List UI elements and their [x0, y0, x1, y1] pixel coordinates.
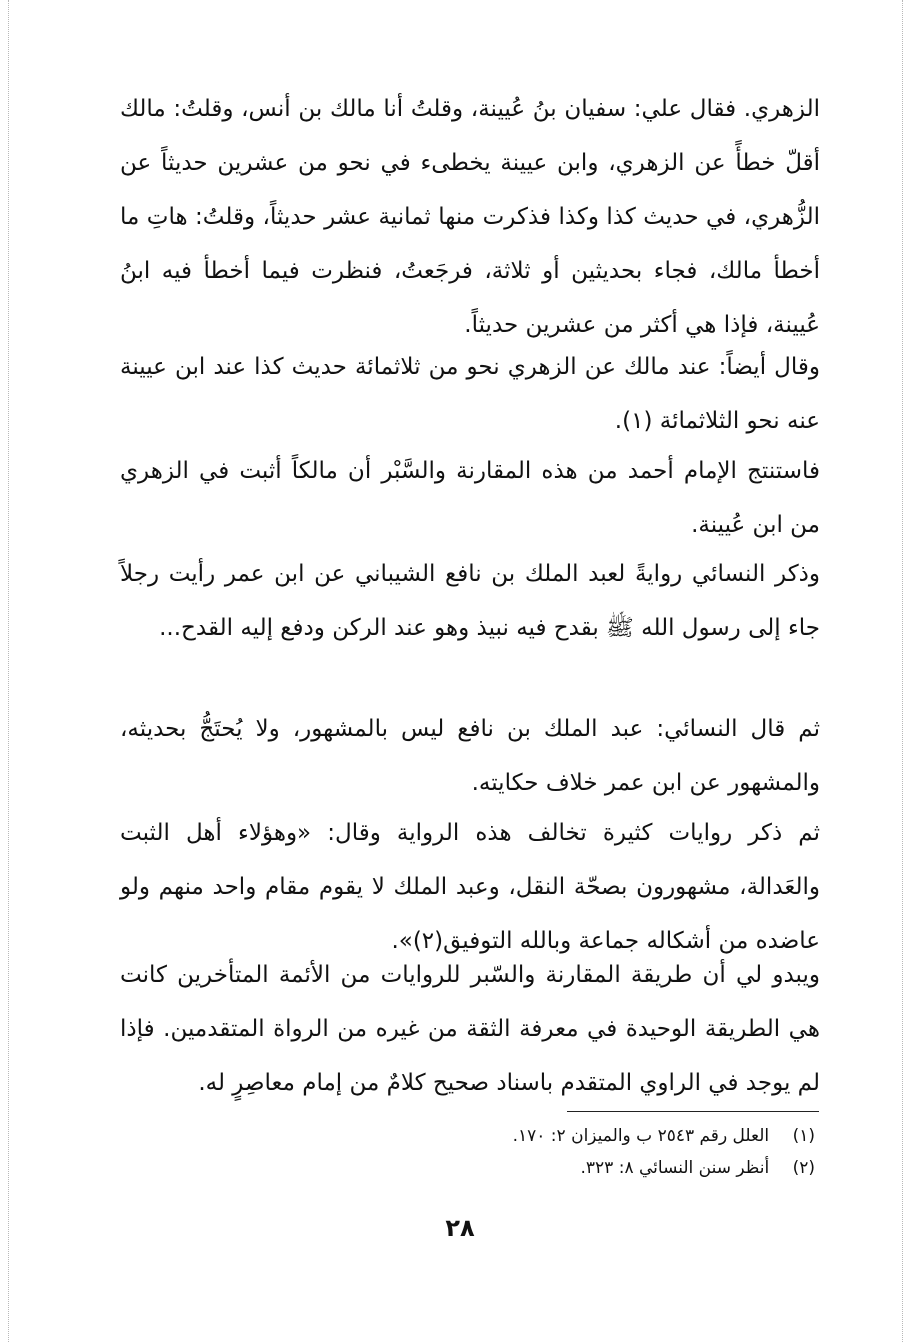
page-number: ٢٨ [445, 1214, 475, 1242]
paragraph-3-block [120, 444, 820, 552]
paragraph-6-block [120, 806, 820, 968]
paragraph-5: ثم قال النسائي: عبد الملك بن نافع ليس بالمشهور، ولا يُحتَجُّ بحديثه، والمشهور عن ابن عمر خلاف حكايته. [120, 716, 820, 796]
scan-edge-left [8, 0, 9, 1342]
paragraph-4: وذكر النسائي روايةً لعبد الملك بن نافع الشيباني عن ابن عمر رأيت رجلاً جاء إلى رسول الله ﷺ بقدح فيه نبيذ وهو عند الركن ودفع إليه القدح... [120, 561, 820, 641]
paragraph-6: ثم ذكر روايات كثيرة تخالف هذه الرواية وقال: «وهؤلاء أهل الثبت والعَدالة، مشهورون بصحّة النقل، وعبد الملك لا يقوم مقام واحد منهم ولو عاضده من أشكاله جماعة وبالله التوفيق(٢)». [120, 820, 820, 954]
paragraph-2-block [120, 340, 820, 448]
paragraph-7-block [120, 948, 820, 1110]
footnote-1-number: (١) [792, 1126, 815, 1146]
paragraph-4-block [120, 547, 820, 655]
footnote-2-text: أنظر سنن النسائي ٨: ٣٢٣. [580, 1158, 770, 1178]
paragraph-3: فاستنتج الإمام أحمد من هذه المقارنة والسَّبْر أن مالكاً أثبت في الزهري من ابن عُيينة. [120, 458, 820, 538]
footnote-separator [567, 1111, 819, 1112]
paragraph-1-block [120, 82, 820, 352]
paragraph-5-block [120, 702, 820, 810]
paragraph-2: وقال أيضاً: عند مالك عن الزهري نحو من ثلاثمائة حديث كذا عند ابن عيينة عنه نحو الثلاثمائة (١). [120, 354, 820, 434]
footnotes [300, 1120, 815, 1184]
footnote-2-number: (٢) [792, 1158, 815, 1178]
paragraph-7: ويبدو لي أن طريقة المقارنة والسّبر للروايات من الأئمة المتأخرين كانت هي الطريقة الوحيدة في معرفة الثقة من غيره من الرواة المتقدمين. فإذا لم يوجد في الراوي المتقدم باسناد صحيح كلامٌ من إمام معاصِرٍ له. [120, 962, 820, 1096]
footnote-2 [300, 1152, 815, 1184]
footnote-1-text: العلل رقم ٢٥٤٣ ب والميزان ٢: ١٧٠. [512, 1126, 770, 1146]
footnote-1 [300, 1120, 815, 1152]
paragraph-1: الزهري. فقال علي: سفيان بنُ عُيينة، وقلتُ أنا مالك بن أنس، وقلتُ: مالك أقلّ خطأً عن الزهري، وابن عيينة يخطىء في نحو من عشرين حديثاً عن الزُّهري، في حديث كذا وكذا فذكرت منها ثمانية عشر حديثاً، وقلتُ: هاتِ ما أخطأ مالك، فجاء بحديثين أو ثلاثة، فرجَعتُ، فنظرت فيما أخطأ فيه ابنُ عُيينة، فإذا هي أكثر من عشرين حديثاً. [120, 96, 820, 338]
scan-edge-right [902, 0, 903, 1342]
